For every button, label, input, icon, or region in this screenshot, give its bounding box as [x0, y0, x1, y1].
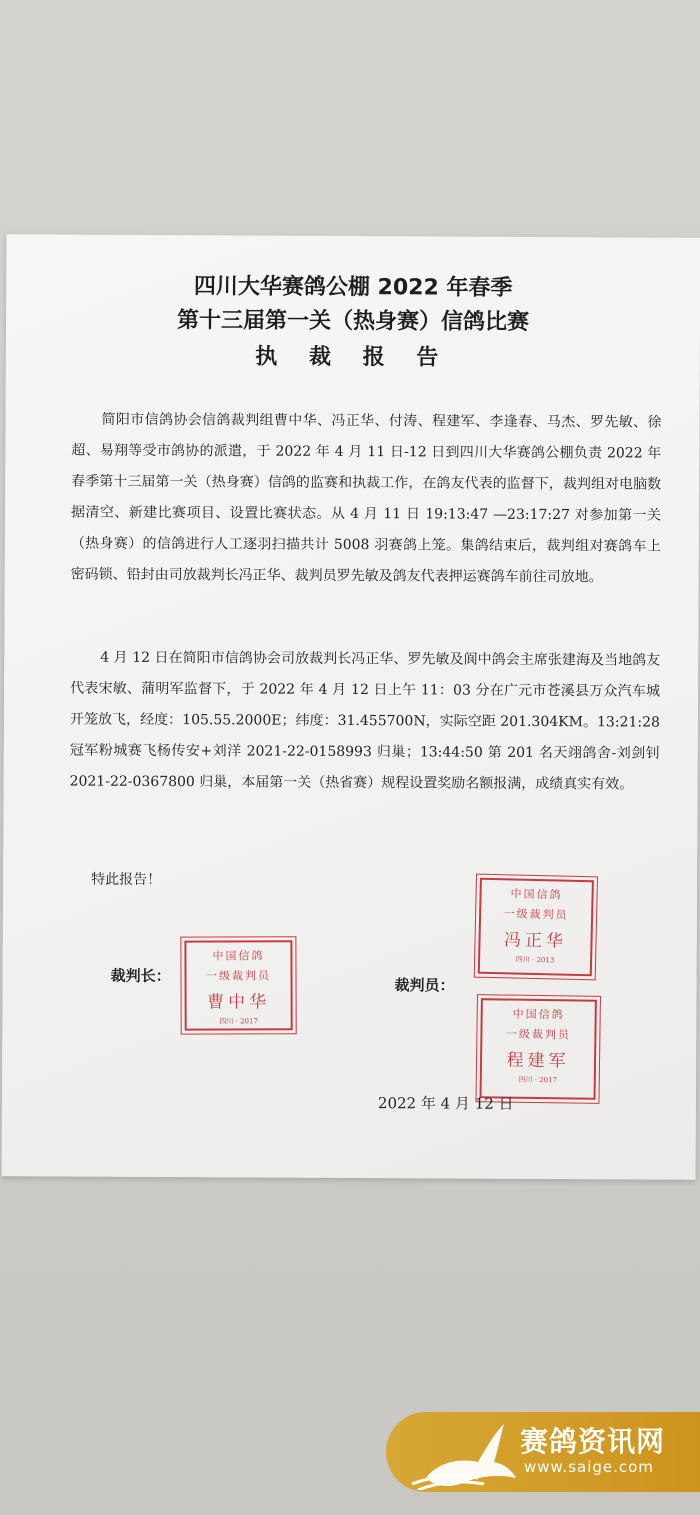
- stamp-referee-1: [478, 878, 594, 977]
- stamp-line2: 一级裁判员: [505, 1027, 572, 1042]
- paragraph-1: 简阳市信鸽协会信鸽裁判组曹中华、冯正华、付涛、程建军、李逢春、马杰、罗先敏、徐超、易翔等受市鸽协的派遣，于 2022 年 4 月 11 日-12 日到四川大华赛鸽公棚负责 2022 年春季第十三届第一关（热身赛）信鸽的监赛和执裁工作，在鸽友代表的监督下，裁判组对电脑数据清空、新建比赛项目、设置比赛状态。从 4 月 11 日 19:13:47 —23:17:27 对参加第一关（热身赛）的信鸽进行人工逐羽扫描共计 5008 羽赛鸽上笼。集鸽结束后，裁判组对赛鸽车上密码锁、铅封由司放裁判长冯正华、裁判员罗先敏及鸽友代表押运赛鸽车前往司放地。: [70, 411, 662, 586]
- stamp-footer: 四川 · 2013: [515, 955, 555, 965]
- stamp-line1: 中国信鸽: [512, 1007, 565, 1022]
- title-line-2: 第十三届第一关（热身赛）信鸽比赛: [176, 308, 530, 335]
- stamp-line1: 中国信鸽: [212, 949, 265, 963]
- title-line-1: 四川大华赛鸽公棚 2022 年春季: [193, 274, 513, 301]
- stamp-referee-2: [480, 998, 597, 1100]
- watermark-title: 赛鸽资讯网: [520, 1425, 666, 1458]
- watermark-url: www.saige.com: [524, 1458, 654, 1476]
- stamp-name: 程建军: [506, 1050, 570, 1072]
- pigeon-logo-icon: [408, 1418, 518, 1490]
- stamp-line1: 中国信鸽: [510, 887, 563, 902]
- chief-referee-label: 裁判长：: [110, 966, 171, 986]
- stamp-footer: 四川 · 2017: [518, 1075, 558, 1085]
- stamp-line2: 一级裁判员: [503, 907, 569, 922]
- site-watermark: [386, 1412, 700, 1492]
- stamp-name: 冯正华: [503, 930, 568, 952]
- stamp-footer: 四川 · 2017: [219, 1017, 258, 1026]
- paragraph-2: 4 月 12 日在简阳市信鸽协会司放裁判长冯正华、罗先敏及阆中鸽会主席张建海及当地鸽友代表宋敏、蒲明军监督下，于 2022 年 4 月 12 日上午 11：03 分在广元市苍溪县万众汽车城开笼放飞，经度：105.55.2000E；纬度：31.455700N，实际空距 201.304KM。13:21:28 冠军粉城赛飞杨传安+刘洋 2021-22-0158993 归巢；13:44:50 第 201 名天翊鸽舍-刘剑钊 2021-22-0367800 归巢，本届第一关（热省赛）规程设置奖励名额报满，成绩真实有效。: [69, 649, 661, 793]
- title-line-3: 执 裁 报 告: [255, 344, 451, 371]
- stamp-chief-referee: [184, 940, 292, 1030]
- document-sheet: [2, 234, 700, 1180]
- stamp-name: 曹中华: [207, 992, 271, 1013]
- stamp-line2: 一级裁判员: [205, 969, 272, 983]
- closing-text: 特此报告！: [91, 871, 162, 889]
- report-date: 2022 年 4 月 12 日: [377, 1094, 514, 1113]
- referee-label: 裁判员：: [394, 976, 455, 995]
